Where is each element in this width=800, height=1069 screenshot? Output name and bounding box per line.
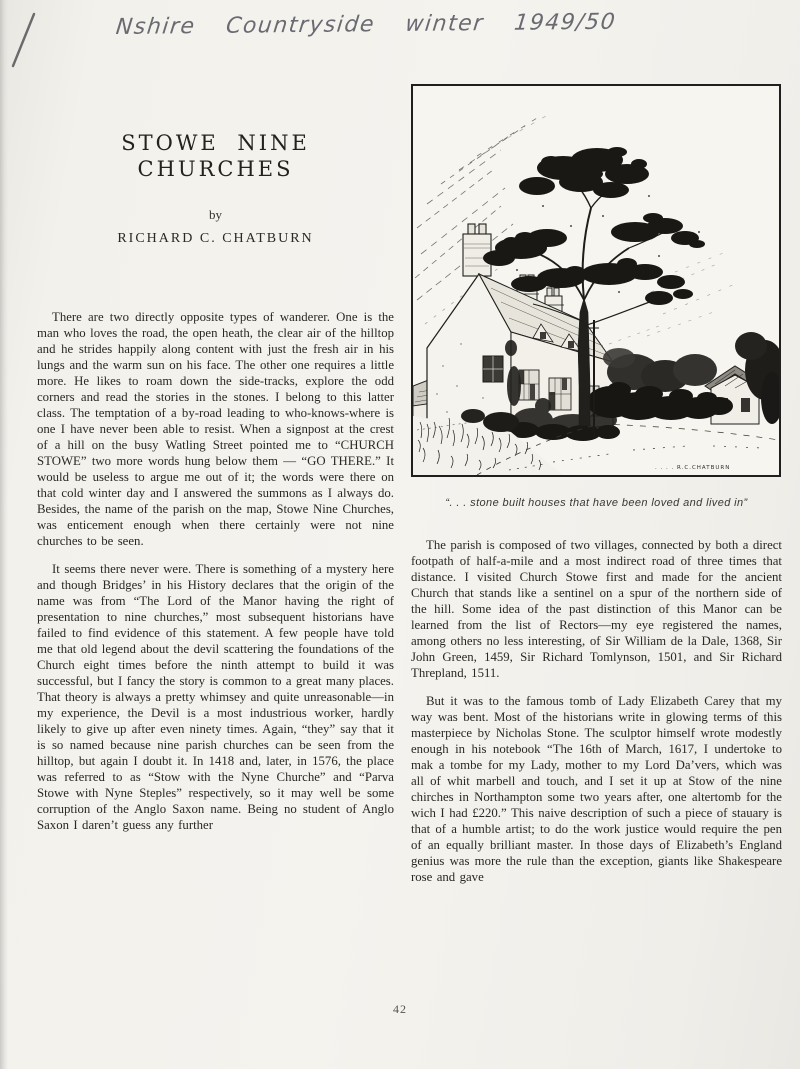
byline-prefix: by	[209, 207, 222, 222]
paragraph: But it was to the famous tomb of Lady Elizabeth Carey that my way was bent. Most of the historians write in glowing terms of this masterpiece by Nicholas Stone. The sculptor himself wrote modestly enough in his notebook “The 16th of March, 1617, I undertoke to mak a tombe for my Lady, mother to my Lord Da’vers, which was all of whit marbell and touch, and I set it up at Stow of the nine chirches in Northampton some two years after, one altertomb for the wich I had £220.” This naive description of such a piece of stauary is that of a humble artist; to do the work justice would require the pen of an equally brilliant master. In those days of Elizabeth’s England genius was more the rule than the exception, giants like Shakespeare rose and gave	[411, 694, 782, 884]
illustration-signature: . . . . R.C.CHATBURN	[655, 465, 731, 471]
page-number: 42	[393, 1002, 407, 1016]
right-column	[411, 84, 782, 897]
left-column	[37, 130, 394, 845]
author-name: RICHARD C. CHATBURN	[117, 231, 314, 246]
paragraph: There are two directly opposite types of wanderer. One is the man who loves the road, the open heath, the clear air of the hilltop and he strides happily along content with just the fresh air in his lungs and the warm sun on his face. The other one requires a little more. He likes to roam down the side-tracks, explore the odd corners and read the stories in the stones. I belong to this latter class. The temptation of a by-road leading to who-knows-where is one I have never been able to resist. When a signpost at the crest of a hill on the busy Watling Street pointed me to “CHURCH STOWE” two more words hung below them — “GO THERE.” It would be useless to argue me out of it; the words were there on that cold winter day and I answered the summons as I always do. Besides, the name of the parish on the map, Stowe Nine Churches, was enticement enough when there certainly were not nine churches to be seen.	[37, 310, 394, 548]
pen-ink-drawing	[413, 86, 779, 475]
illustration-caption: “. . . stone built houses that have been loved and lived in”	[445, 497, 748, 509]
scan-edge-shadow	[0, 0, 8, 1069]
paragraph: It seems there never were. There is something of a mystery here and though Bridges’ in his History declares that the origin of the name was from “The Lord of the Manor having the right of presentation to nine churches,” most subsequent historians have failed to find evidence of this statement. A few people have told me that old legend about the devil scattering the foundations of the Church eight times before the ninth attempt to build it was successful, but I fancy the story is common to a great many places. That theory is always a pretty whimsey and quite unreasonable—in my experience, the Devil is a most industrious worker, hardly likely to give up after even ninety times. Again, “they” say that it is so named because nine parish churches can be seen from the hilltop, but again I doubt it. In 1418 and, later, in 1576, the place was referred to as “Stow with the Nyne Churche” and “Parva Stowe with Nyne Steples” respectively, so it may well be some corruption of the Anglo Saxon name. Being no student of Anglo Saxon I daren’t guess any further	[37, 562, 394, 832]
pen-slash-mark	[5, 8, 41, 74]
countryside-illustration	[411, 84, 781, 477]
article-title: STOWE NINE CHURCHES	[121, 131, 310, 181]
paragraph: The parish is composed of two villages, connected by both a direct footpath of half-a-mile and a most indirect road of three times that distance. I visited Church Stowe first and made for the ancient Church that stands like a sentinel on a spur of the northern side of the hill. Some idea of the past distinction of this Manor can be learned from the list of Rectors—my eye registered the names, among others no less interesting, of Sir William de la Dale, 1368, Sir John Green, 1459, Sir Richard Tomlynson, 1501, and Sir Richard Threpland, 1511.	[411, 538, 782, 680]
handwritten-note: Nshire Countryside winter 1949/50	[114, 9, 618, 40]
